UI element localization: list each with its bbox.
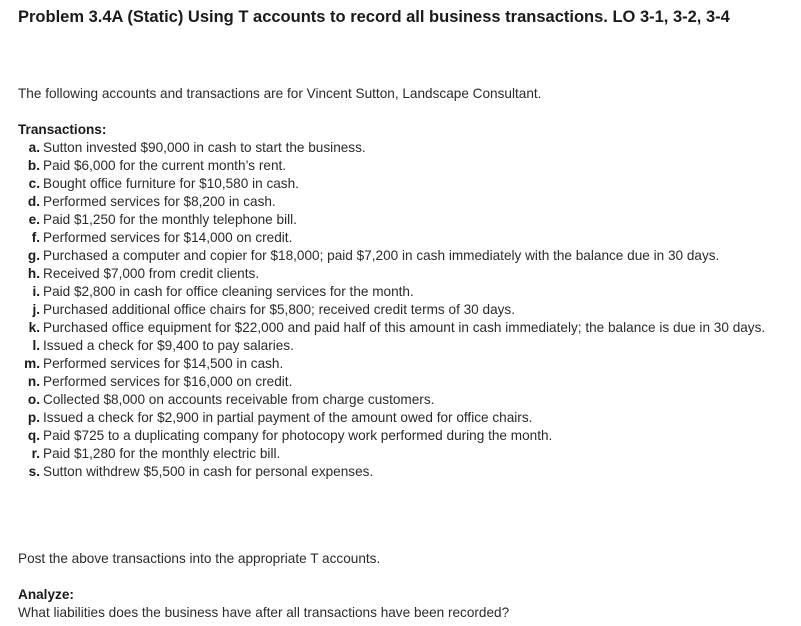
transaction-item-d (18, 193, 793, 211)
transaction-item-a (18, 139, 793, 157)
transaction-letter: q. (27, 428, 40, 443)
transaction-letter: l. (32, 338, 40, 353)
transaction-letter: d. (27, 194, 40, 209)
transaction-item-i (18, 283, 793, 301)
transaction-text: Collected $8,000 on accounts receivable from charge customers. (43, 392, 435, 407)
transaction-item-l (18, 337, 793, 355)
transaction-text: Performed services for $8,200 in cash. (43, 194, 276, 209)
transaction-letter: b. (27, 158, 40, 173)
transaction-letter: g. (27, 248, 40, 263)
transaction-letter: f. (31, 230, 40, 245)
transaction-text: Paid $1,250 for the monthly telephone bill. (43, 212, 297, 227)
transaction-item-b (18, 157, 793, 175)
transaction-item-f (18, 229, 793, 247)
transaction-item-g (18, 247, 793, 265)
transaction-item-k (18, 319, 793, 337)
transaction-item-c (18, 175, 793, 193)
analyze-heading: Analyze: (18, 587, 74, 602)
post-instruction: Post the above transactions into the appropriate T accounts. (18, 551, 381, 566)
transaction-text: Paid $6,000 for the current month’s rent. (43, 158, 287, 173)
transaction-item-n (18, 373, 793, 391)
transaction-letter: o. (27, 392, 40, 407)
transaction-item-h (18, 265, 793, 283)
transaction-letter: j. (32, 302, 40, 317)
transaction-text: Performed services for $14,500 in cash. (43, 356, 284, 371)
transaction-letter: e. (28, 212, 40, 227)
transaction-text: Sutton withdrew $5,500 in cash for personal expenses. (43, 464, 374, 479)
transaction-item-r (18, 445, 793, 463)
transaction-letter: i. (32, 284, 40, 299)
transaction-text: Purchased a computer and copier for $18,000; paid $7,200 in cash immediately with the balance due in 30 days. (43, 248, 720, 263)
transaction-text: Received $7,000 from credit clients. (43, 266, 260, 281)
problem-intro: The following accounts and transactions are for Vincent Sutton, Landscape Consultant. (18, 86, 542, 101)
transaction-item-e (18, 211, 793, 229)
transaction-text: Purchased office equipment for $22,000 and paid half of this amount in cash immediately; the balance is due in 30 days. (43, 320, 766, 335)
transaction-text: Issued a check for $2,900 in partial payment of the amount owed for office chairs. (43, 410, 533, 425)
transaction-letter: p. (27, 410, 40, 425)
transaction-text: Paid $1,280 for the monthly electric bill. (43, 446, 281, 461)
transaction-text: Paid $725 to a duplicating company for photocopy work performed during the month. (43, 428, 553, 443)
transaction-text: Performed services for $14,000 on credit. (43, 230, 293, 245)
transaction-text: Paid $2,800 in cash for office cleaning services for the month. (43, 284, 414, 299)
transaction-text: Performed services for $16,000 on credit. (43, 374, 293, 389)
transaction-item-q (18, 427, 793, 445)
transaction-letter: s. (28, 464, 40, 479)
transaction-letter: n. (27, 374, 40, 389)
transaction-text: Purchased additional office chairs for $5,800; received credit terms of 30 days. (43, 302, 516, 317)
transaction-letter: k. (28, 320, 40, 335)
transaction-letter: m. (24, 356, 40, 371)
transaction-letter: c. (28, 176, 40, 191)
transaction-letter: a. (28, 140, 40, 155)
transaction-item-o (18, 391, 793, 409)
transaction-item-j (18, 301, 793, 319)
transaction-letter: r. (31, 446, 40, 461)
transaction-text: Sutton invested $90,000 in cash to start the business. (43, 140, 366, 155)
transactions-heading: Transactions: (18, 122, 107, 137)
transactions-list (18, 139, 793, 481)
transaction-text: Issued a check for $9,400 to pay salaries. (43, 338, 294, 353)
analyze-question: What liabilities does the business have after all transactions have been recorded? (18, 605, 510, 620)
transaction-item-m (18, 355, 793, 373)
transaction-item-s (18, 463, 793, 481)
transaction-letter: h. (27, 266, 40, 281)
transaction-item-p (18, 409, 793, 427)
problem-title: Problem 3.4A (Static) Using T accounts to record all business transactions. LO 3-1, 3-2, 3-4 (18, 8, 730, 26)
transaction-text: Bought office furniture for $10,580 in cash. (43, 176, 299, 191)
